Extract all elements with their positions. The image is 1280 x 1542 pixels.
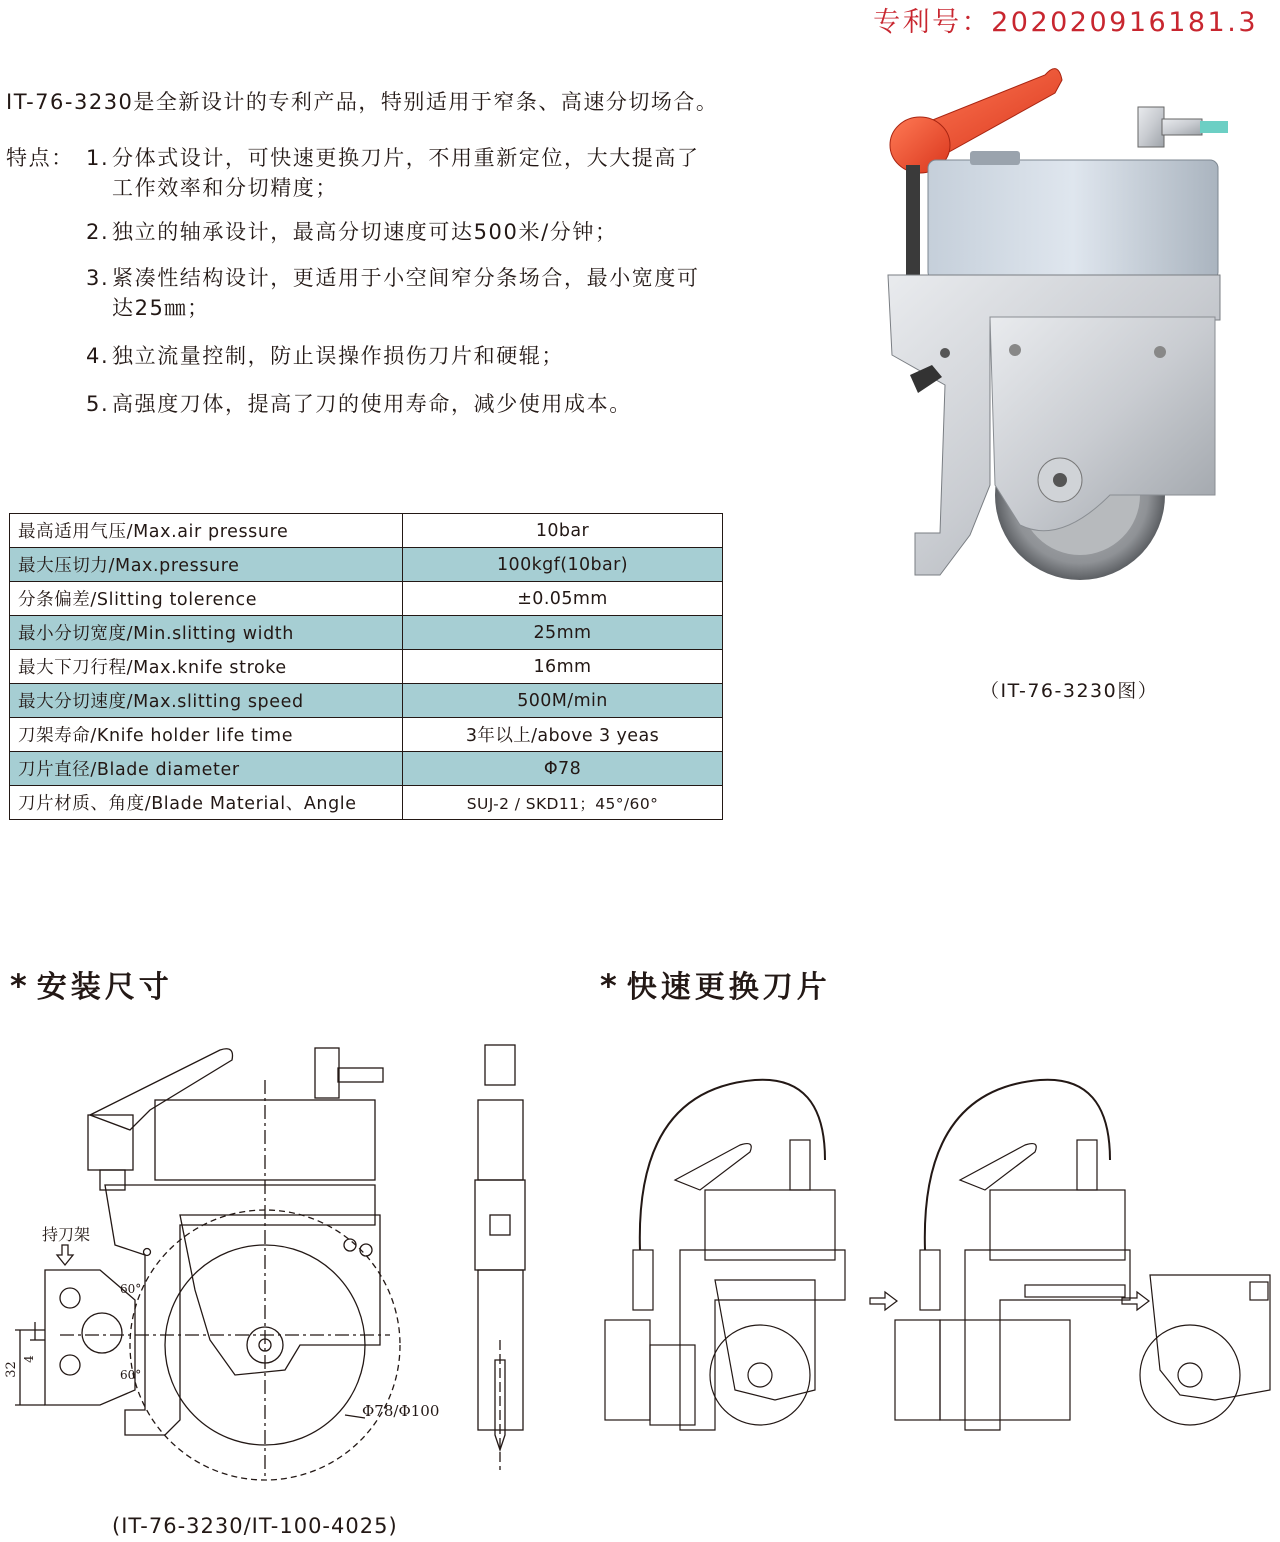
table-row: 最大下刀行程/Max.knife stroke 16mm bbox=[10, 650, 723, 684]
table-row: 最小分切宽度/Min.slitting width 25mm bbox=[10, 616, 723, 650]
features-label: 特点： bbox=[6, 146, 74, 170]
feature-item-4: 4. 独立流量控制，防止误操作损伤刀片和硬辊； bbox=[86, 344, 564, 368]
table-row: 刀片材质、角度/Blade Material、Angle SUJ-2 / SKD11；45°/60° bbox=[10, 786, 723, 820]
arrow-down-icon bbox=[57, 1245, 73, 1265]
photo-caption: （IT-76-3230图） bbox=[980, 680, 1159, 702]
table-row: 最大压切力/Max.pressure 100kgf(10bar) bbox=[10, 548, 723, 582]
dimension-32: 32 bbox=[3, 1361, 19, 1378]
table-row: 分条偏差/Slitting tolerence ±0.05mm bbox=[10, 582, 723, 616]
angle-label-top: 60° bbox=[120, 1282, 142, 1296]
model-caption: (IT-76-3230/IT-100-4025) bbox=[112, 1514, 398, 1538]
section-title-install: * 安装尺寸 bbox=[10, 967, 173, 1005]
table-row: 刀架寿命/Knife holder life time 3年以上/above 3 yeas bbox=[10, 718, 723, 752]
holder-label: 持刀架 bbox=[42, 1225, 91, 1244]
feature-item-1: 1. 分体式设计，可快速更换刀片，不用重新定位，大大提高了工作效率和分切精度； bbox=[86, 146, 700, 200]
table-row: 最大分切速度/Max.slitting speed 500M/min bbox=[10, 684, 723, 718]
dimension-4: 4 bbox=[21, 1355, 36, 1363]
quick-change-drawing bbox=[595, 1070, 1280, 1470]
table-row: 刀片直径/Blade diameter Φ78 bbox=[10, 752, 723, 786]
intro-text: IT-76-3230是全新设计的专利产品，特别适用于窄条、高速分切场合。 bbox=[6, 90, 719, 114]
arrow-right-icon bbox=[1122, 1292, 1149, 1310]
spec-table bbox=[9, 513, 723, 820]
patent-number: 专利号：202020916181.3 bbox=[873, 7, 1258, 38]
table-row: 最高适用气压/Max.air pressure 10bar bbox=[10, 514, 723, 548]
installation-drawing bbox=[0, 1040, 560, 1510]
feature-item-2: 2. 独立的轴承设计，最高分切速度可达500米/分钟； bbox=[86, 220, 618, 244]
product-photo bbox=[870, 55, 1270, 590]
diameter-label: Φ78/Φ100 bbox=[362, 1402, 440, 1420]
angle-label-bottom: 60° bbox=[120, 1368, 142, 1382]
arrow-right-icon bbox=[870, 1292, 897, 1310]
section-title-quick-change: * 快速更换刀片 bbox=[600, 967, 831, 1005]
feature-item-5: 5. 高强度刀体，提高了刀的使用寿命，减少使用成本。 bbox=[86, 392, 632, 416]
feature-item-3: 3. 紧凑性结构设计，更适用于小空间窄分条场合，最小宽度可达25㎜； bbox=[86, 266, 700, 320]
